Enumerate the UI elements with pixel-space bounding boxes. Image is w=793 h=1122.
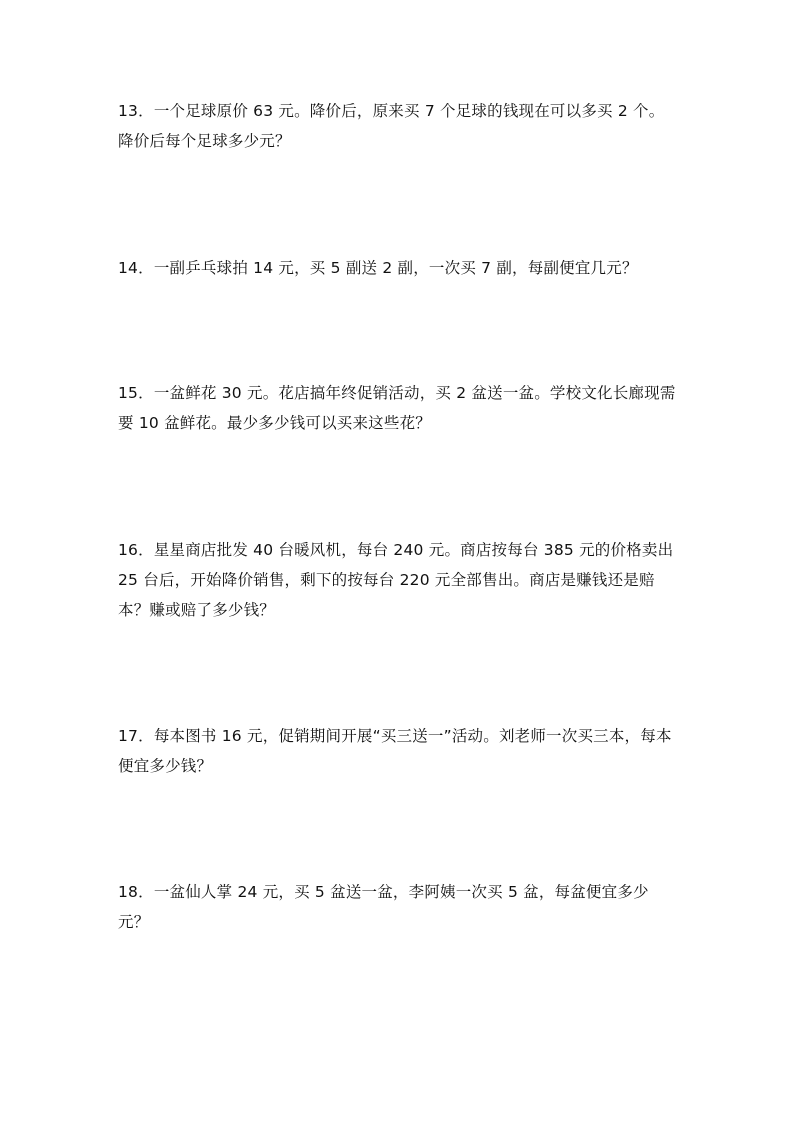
problem-15: 15．一盆鲜花 30 元。花店搞年终促销活动，买 2 盆送一盆。学校文化长廊现需要 10 盆鲜花。最少多少钱可以买来这些花？ [118,384,676,432]
problem-13: 13．一个足球原价 63 元。降价后，原来买 7 个足球的钱现在可以多买 2 个。降价后每个足球多少元？ [118,102,665,150]
problem-17: 17．每本图书 16 元，促销期间开展“买三送一”活动。刘老师一次买三本，每本便宜多少钱？ [118,727,672,775]
problem-18: 18．一盆仙人掌 24 元，买 5 盆送一盆，李阿姨一次买 5 盆，每盆便宜多少元？ [118,883,649,931]
problem-16: 16．星星商店批发 40 台暖风机，每台 240 元。商店按每台 385 元的价格卖出 25 台后，开始降价销售，剩下的按每台 220 元全部售出。商店是赚钱还是赔本？赚或赔了多少钱？ [118,541,674,619]
problem-14: 14．一副乒乓球拍 14 元，买 5 副送 2 副，一次买 7 副，每副便宜几元？ [118,259,638,277]
